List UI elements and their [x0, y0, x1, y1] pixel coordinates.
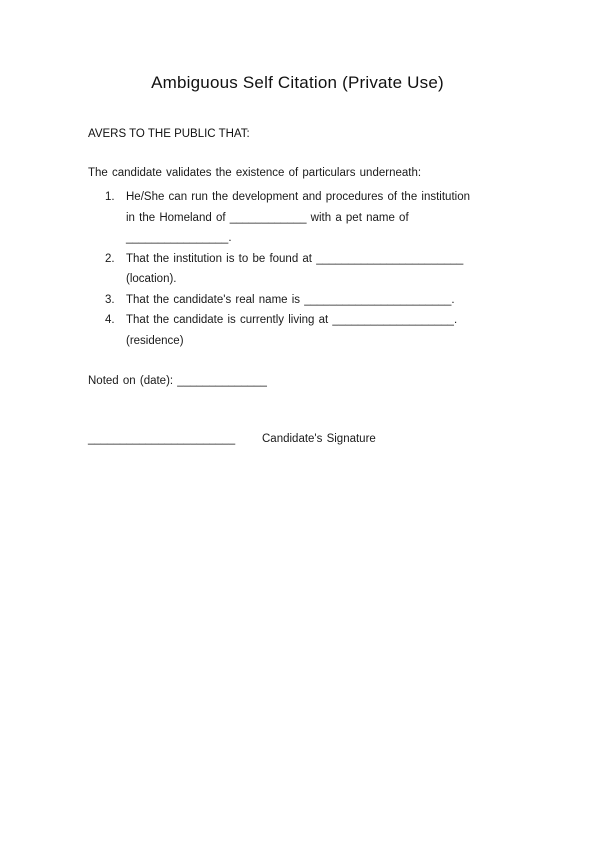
item-line: in the Homeland of ____________ with a pet name of: [126, 211, 409, 224]
item-number: 1.: [105, 191, 115, 203]
list-item: [105, 290, 525, 311]
item-line: That the candidate is currently living at ___________________.: [126, 314, 458, 326]
signature-line: _______________________: [88, 433, 236, 445]
item-line: (location).: [126, 273, 177, 285]
item-line: ________________.: [126, 232, 232, 244]
list-item: [105, 310, 525, 351]
signature-label: Candidate's Signature: [262, 433, 376, 445]
noted-on-date: Noted on (date): ______________: [88, 375, 267, 387]
particulars-list: [105, 187, 525, 351]
document-title: Ambiguous Self Citation (Private Use): [151, 73, 444, 92]
item-line: He/She can run the development and procedures of the institution: [126, 191, 470, 203]
list-item: [105, 187, 525, 249]
list-item: [105, 249, 525, 290]
intro-paragraph: The candidate validates the existence of particulars underneath:: [88, 167, 422, 179]
item-number: 4.: [105, 314, 115, 326]
item-number: 3.: [105, 293, 115, 306]
averse-heading: AVERS TO THE PUBLIC THAT:: [88, 128, 250, 140]
item-line: That the candidate's real name is _______________________.: [126, 293, 455, 306]
item-line: That the institution is to be found at _______________________: [126, 252, 464, 265]
item-line: (residence): [126, 334, 184, 347]
item-number: 2.: [105, 252, 115, 265]
